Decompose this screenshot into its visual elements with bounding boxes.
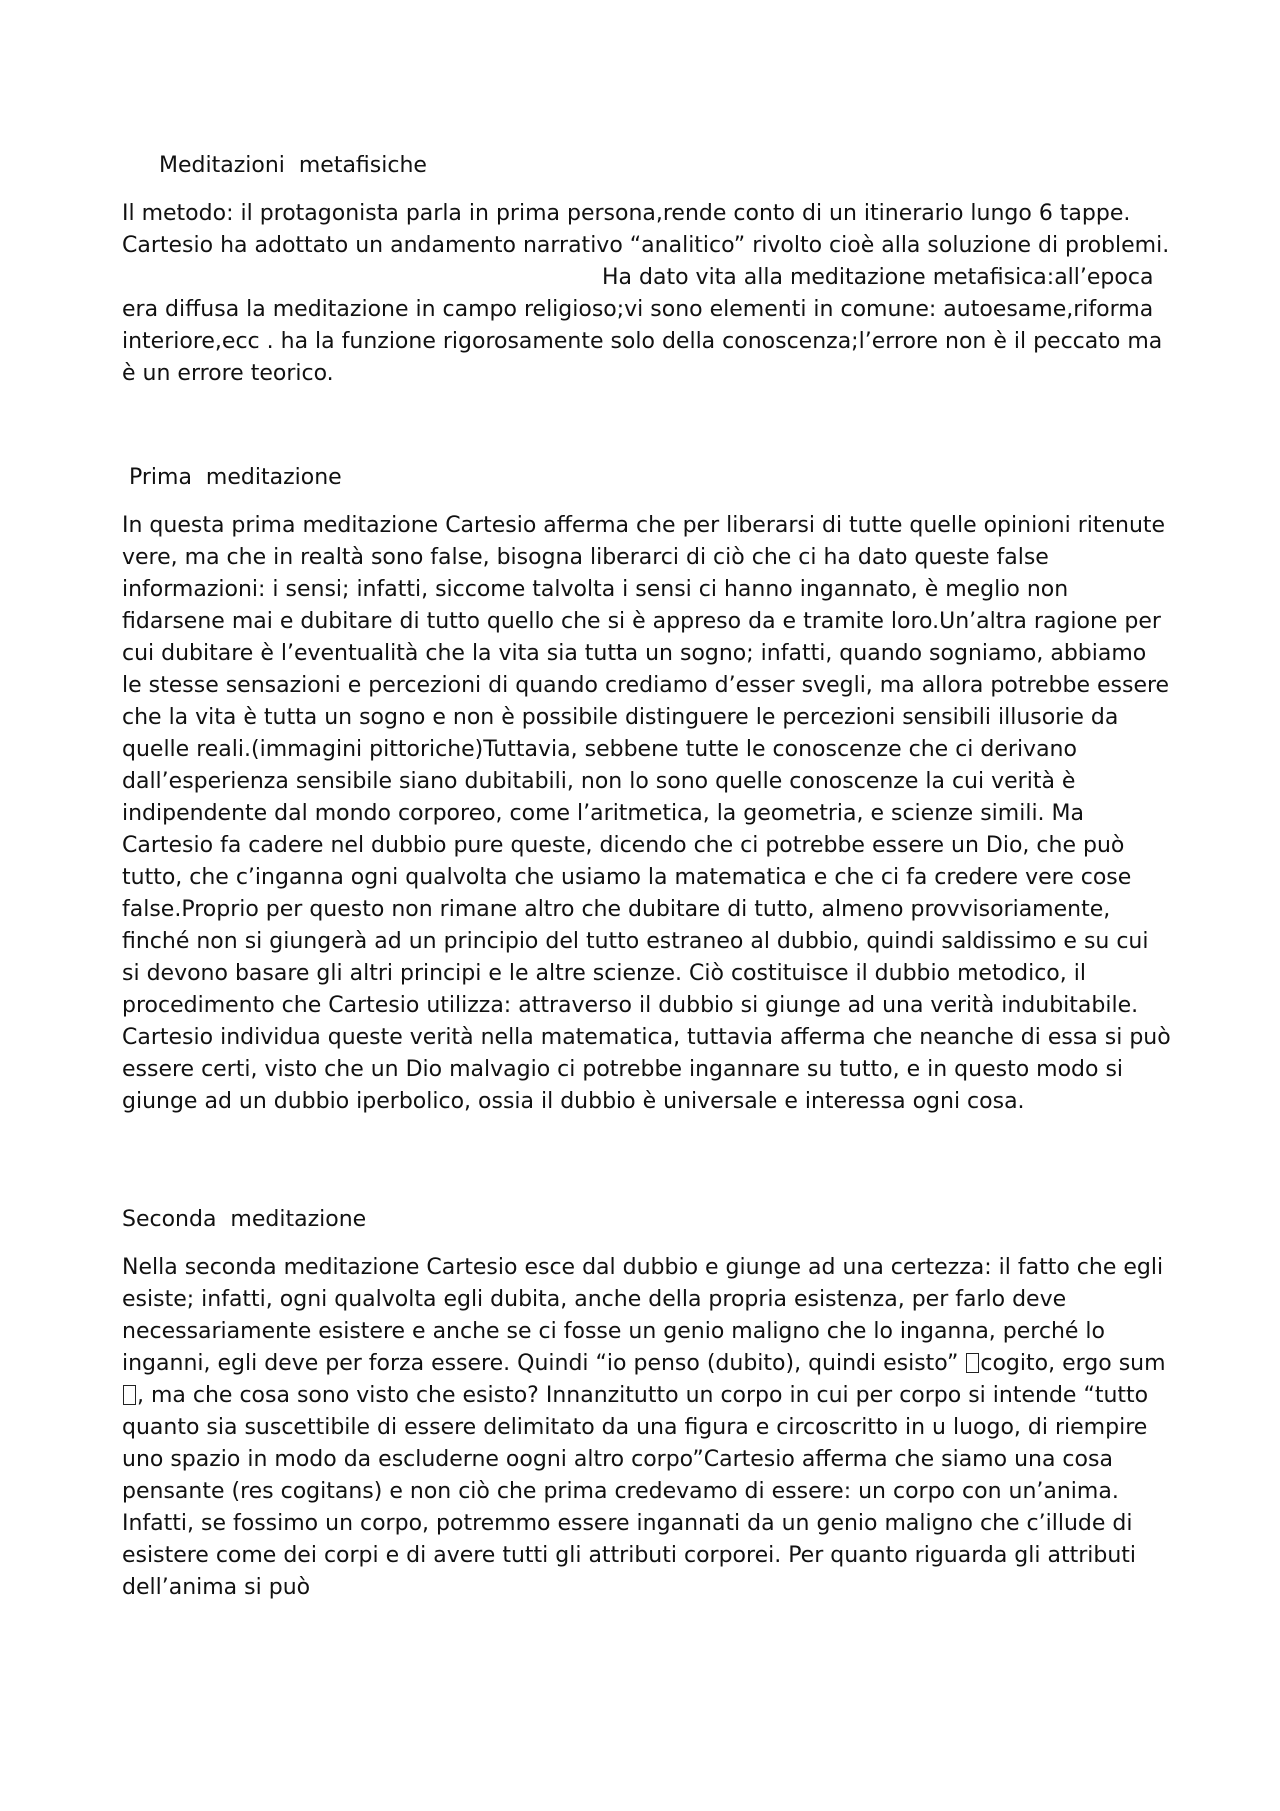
section-spacer [122, 1118, 1172, 1204]
paragraph-metodo-part-a: Il metodo: il protagonista parla in prima persona,rende conto di un itinerario lungo 6 tappe. Cartesio ha adottato un andamento narrativo “analitico” rivolto cioè alla soluzione di problemi. [122, 201, 1170, 258]
section-spacer [122, 390, 1172, 462]
missing-glyph-icon [123, 1385, 136, 1405]
paragraph-metodo-part-b: Ha dato vita alla meditazione metafisica:all’epoca era diffusa la meditazione in campo religioso;vi sono elementi in comune: autoesame,riforma interiore,ecc . ha la funzione rigorosamente solo della conoscenza;l’errore non è il peccato ma è un errore teorico. [122, 265, 1163, 386]
document-page [122, 150, 1172, 1604]
section-heading-prima-meditazione: Prima meditazione [129, 465, 342, 490]
paragraph-seconda-part-a: Nella seconda meditazione Cartesio esce dal dubbio e giunge ad una certezza: il fatto che egli esiste; infatti, ogni qualvolta egli dubita, anche della propria esistenza, per farlo deve necessariamente esistere e anche se ci fosse un genio maligno che lo inganna, perché lo inganni, egli deve per forza essere. Quindi “io penso (dubito), quindi esisto” [122, 1255, 1164, 1376]
paragraph-seconda-meditazione [122, 1252, 1172, 1604]
section-heading-meditazioni-metafisiche: Meditazioni metafisiche [159, 153, 427, 178]
paragraph-seconda-part-c: , ma che cosa sono visto che esisto? Innanzitutto un corpo in cui per corpo si intende “tutto quanto sia suscettibile di essere delimitato da una figura e circoscritto in u luogo, di riempire uno spazio in modo da escluderne oogni altro corpo”Cartesio afferma che siamo una cosa pensante (res cogitans) e non ciò che prima credevamo di essere: un corpo con un’anima. Infatti, se fossimo un corpo, potremmo essere ingannati da un genio maligno che c’illude di esistere come dei corpi e di avere tutti gli attributi corporei. Per quanto riguarda gli attributi dell’anima si può [122, 1383, 1149, 1600]
section-heading-seconda-meditazione: Seconda meditazione [122, 1207, 367, 1232]
paragraph-prima-meditazione: In questa prima meditazione Cartesio afferma che per liberarsi di tutte quelle opinioni ritenute vere, ma che in realtà sono false, bisogna liberarci di ciò che ci ha dato queste false informazioni: i sensi; infatti, siccome talvolta i sensi ci hanno ingannato, è meglio non fidarsene mai e dubitare di tutto quello che si è appreso da e tramite loro.Un’altra ragione per cui dubitare è l’eventualità che la vita sia tutta un sogno; infatti, quando sogniamo, abbiamo le stesse sensazioni e percezioni di quando crediamo d’esser svegli, ma allora potrebbe essere che la vita è tutta un sogno e non è possibile distinguere le percezioni sensibili illusorie da quelle reali.(immagini pittoriche)Tuttavia, sebbene tutte le conoscenze che ci derivano dall’esperienza sensibile siano dubitabili, non lo sono quelle conoscenze la cui verità è indipendente dal mondo corporeo, come l’aritmetica, la geometria, e scienze simili. Ma Cartesio fa cadere nel dubbio pure queste, dicendo che ci potrebbe essere un Dio, che può tutto, che c’inganna ogni qualvolta che usiamo la matematica e che ci fa credere vere cose false.Proprio per questo non rimane altro che dubitare di tutto, almeno provvisoriamente, finché non si giungerà ad un principio del tutto estraneo al dubbio, quindi saldissimo e su cui si devono basare gli altri principi e le altre scienze. Ciò costituisce il dubbio metodico, il procedimento che Cartesio utilizza: attraverso il dubbio si giunge ad una verità indubitabile. Cartesio individua queste verità nella matematica, tuttavia afferma che neanche di essa si può essere certi, visto che un Dio malvagio ci potrebbe ingannare su tutto, e in questo modo si giunge ad un dubbio iperbolico, ossia il dubbio è universale e interessa ogni cosa. [122, 513, 1171, 1114]
missing-glyph-icon [966, 1353, 979, 1373]
paragraph-seconda-part-b: cogito, ergo sum [980, 1351, 1166, 1376]
paragraph-metodo [122, 198, 1172, 390]
